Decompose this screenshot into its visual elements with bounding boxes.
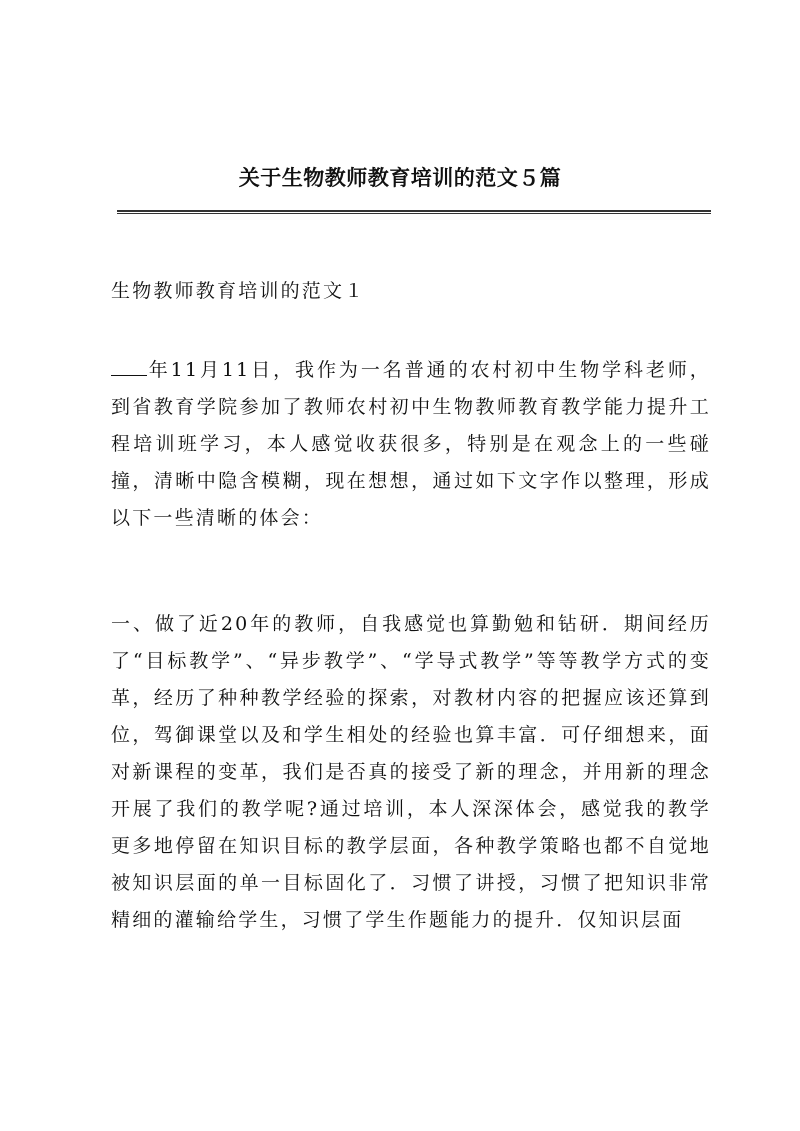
document-title: 关于生物教师教育培训的范文５篇: [238, 165, 562, 190]
title-divider: [117, 210, 711, 214]
paragraph-1: [111, 352, 711, 537]
date-blank: [111, 374, 147, 376]
paragraph-2: 一、做了近20年的教师，自我感觉也算勤勉和钻研．期间经历了“目标教学”、“异步教学”、“学导式教学”等等教学方式的变革，经历了种种教学经验的探索，对教材内容的把握应该还算到位，驾御课堂以及和学生相处的经验也算丰富．可仔细想来，面对新课程的变革，我们是否真的接受了新的理念，并用新的理念开展了我们的教学呢?通过培训，本人深深体会，感觉我的教学更多地停留在知识目标的教学层面，各种教学策略也都不自觉地被知识层面的单一目标固化了．习惯了讲授，习惯了把知识非常精细的灌输给学生，习惯了学生作题能力的提升．仅知识层面: [111, 613, 711, 931]
section-heading: 生物教师教育培训的范文１: [111, 280, 366, 302]
paragraph-1-text: 年11月11日，我作为一名普通的农村初中生物学科老师，到省教育学院参加了教师农村初中生物教师教育教学能力提升工程培训班学习，本人感觉收获很多，特别是在观念上的一些碰撞，清晰中隐含模糊，现在想想，通过如下文字作以整理，形成以下一些清晰的体会：: [111, 359, 711, 529]
